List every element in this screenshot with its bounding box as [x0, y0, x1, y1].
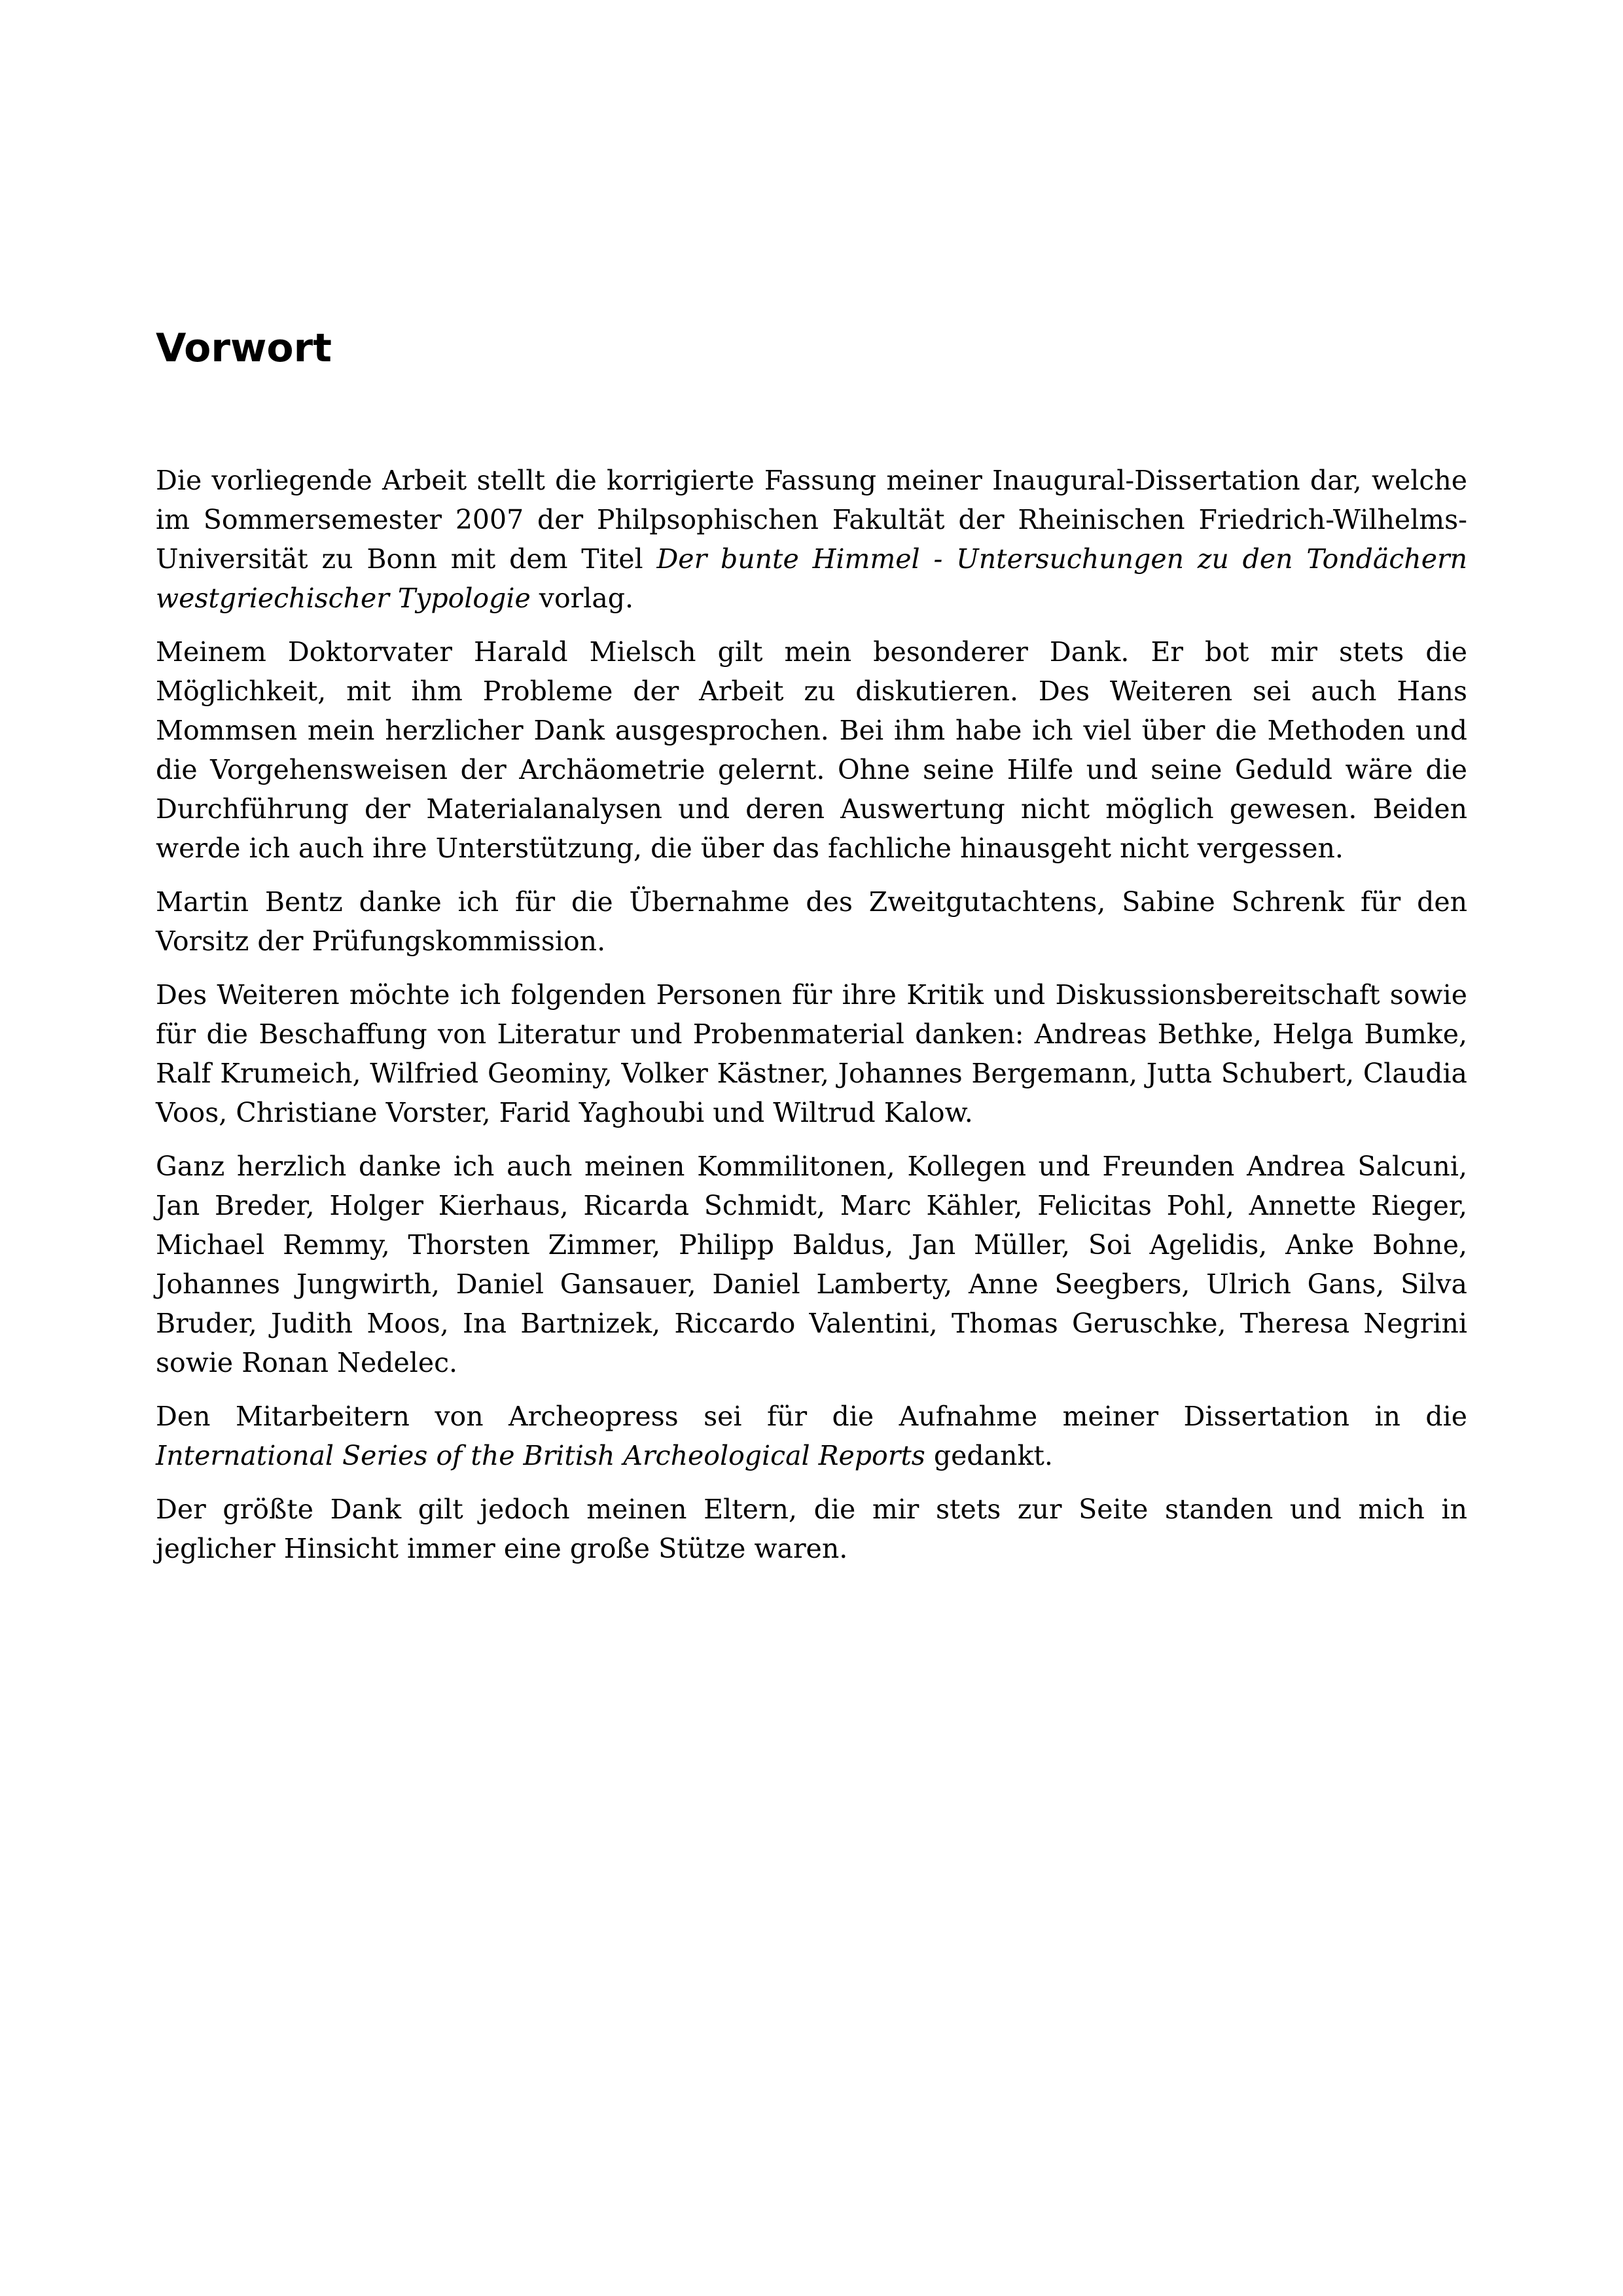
series-title: International Series of the British Archeological Reports — [156, 1440, 925, 1471]
paragraph-advisors: Meinem Doktorvater Harald Mielsch gilt mein besonderer Dank. Er bot mir stets die Möglichkeit, mit ihm Probleme der Arbeit zu diskutieren. Des Weiteren sei auch Hans Mommsen mein herzlicher Dank ausgesprochen. Bei ihm habe ich viel über die Methoden und die Vorgehensweisen der Archäometrie gelernt. Ohne seine Hilfe und seine Geduld wäre die Durchführung der Materialanalysen und deren Auswertung nicht möglich gewesen. Beiden werde ich auch ihre Unterstützung, die über das fachliche hinausgeht nicht vergessen. — [156, 636, 1467, 864]
page-title: Vorwort — [156, 325, 332, 371]
paragraph-publisher — [156, 1397, 1467, 1475]
foreword-body — [156, 461, 1467, 1583]
paragraph-text: vorlag. — [530, 583, 634, 614]
paragraph-dissertation-info — [156, 461, 1467, 618]
paragraph-text: Die vorliegende Arbeit stellt die korrigierte Fassung meiner Inaugural-Dissertation dar, welche im Sommersemester 2007 der Philpsophischen Fakultät der Rheinischen Friedrich-Wilhelms-Universität zu Bonn mit dem Titel — [156, 465, 1467, 575]
paragraph-reviewers: Martin Bentz danke ich für die Übernahme des Zweitgutachtens, Sabine Schrenk für den Vorsitz der Prüfungskommission. — [156, 886, 1467, 957]
paragraph-text: Den Mitarbeitern von Archeopress sei für die Aufnahme meiner Dissertation in die — [156, 1401, 1467, 1432]
paragraph-contributors: Des Weiteren möchte ich folgenden Personen für ihre Kritik und Diskussionsbereitschaft sowie für die Beschaffung von Literatur und Probenmaterial danken: Andreas Bethke, Helga Bumke, Ralf Krumeich, Wilfried Geominy, Volker Kästner, Johannes Bergemann, Jutta Schubert, Claudia Voos, Christiane Vorster, Farid Yaghoubi und Wiltrud Kalow. — [156, 979, 1467, 1128]
paragraph-text: gedankt. — [925, 1440, 1053, 1471]
dissertation-title: Der bunte Himmel - Untersuchungen zu den Tondächern westgriechischer Typologie — [156, 543, 1467, 614]
paragraph-friends: Ganz herzlich danke ich auch meinen Kommilitonen, Kollegen und Freunden Andrea Salcuni, Jan Breder, Holger Kierhaus, Ricarda Schmidt, Marc Kähler, Felicitas Pohl, Annette Rieger, Michael Remmy, Thorsten Zimmer, Philipp Baldus, Jan Müller, Soi Agelidis, Anke Bohne, Johannes Jungwirth, Daniel Gansauer, Daniel Lamberty, Anne Seegbers, Ulrich Gans, Silva Bruder, Judith Moos, Ina Bartnizek, Riccardo Valentini, Thomas Geruschke, Theresa Negrini sowie Ronan Nedelec. — [156, 1151, 1467, 1378]
paragraph-parents: Der größte Dank gilt jedoch meinen Eltern, die mir stets zur Seite standen und mich in jeglicher Hinsicht immer eine große Stütze waren. — [156, 1494, 1467, 1564]
